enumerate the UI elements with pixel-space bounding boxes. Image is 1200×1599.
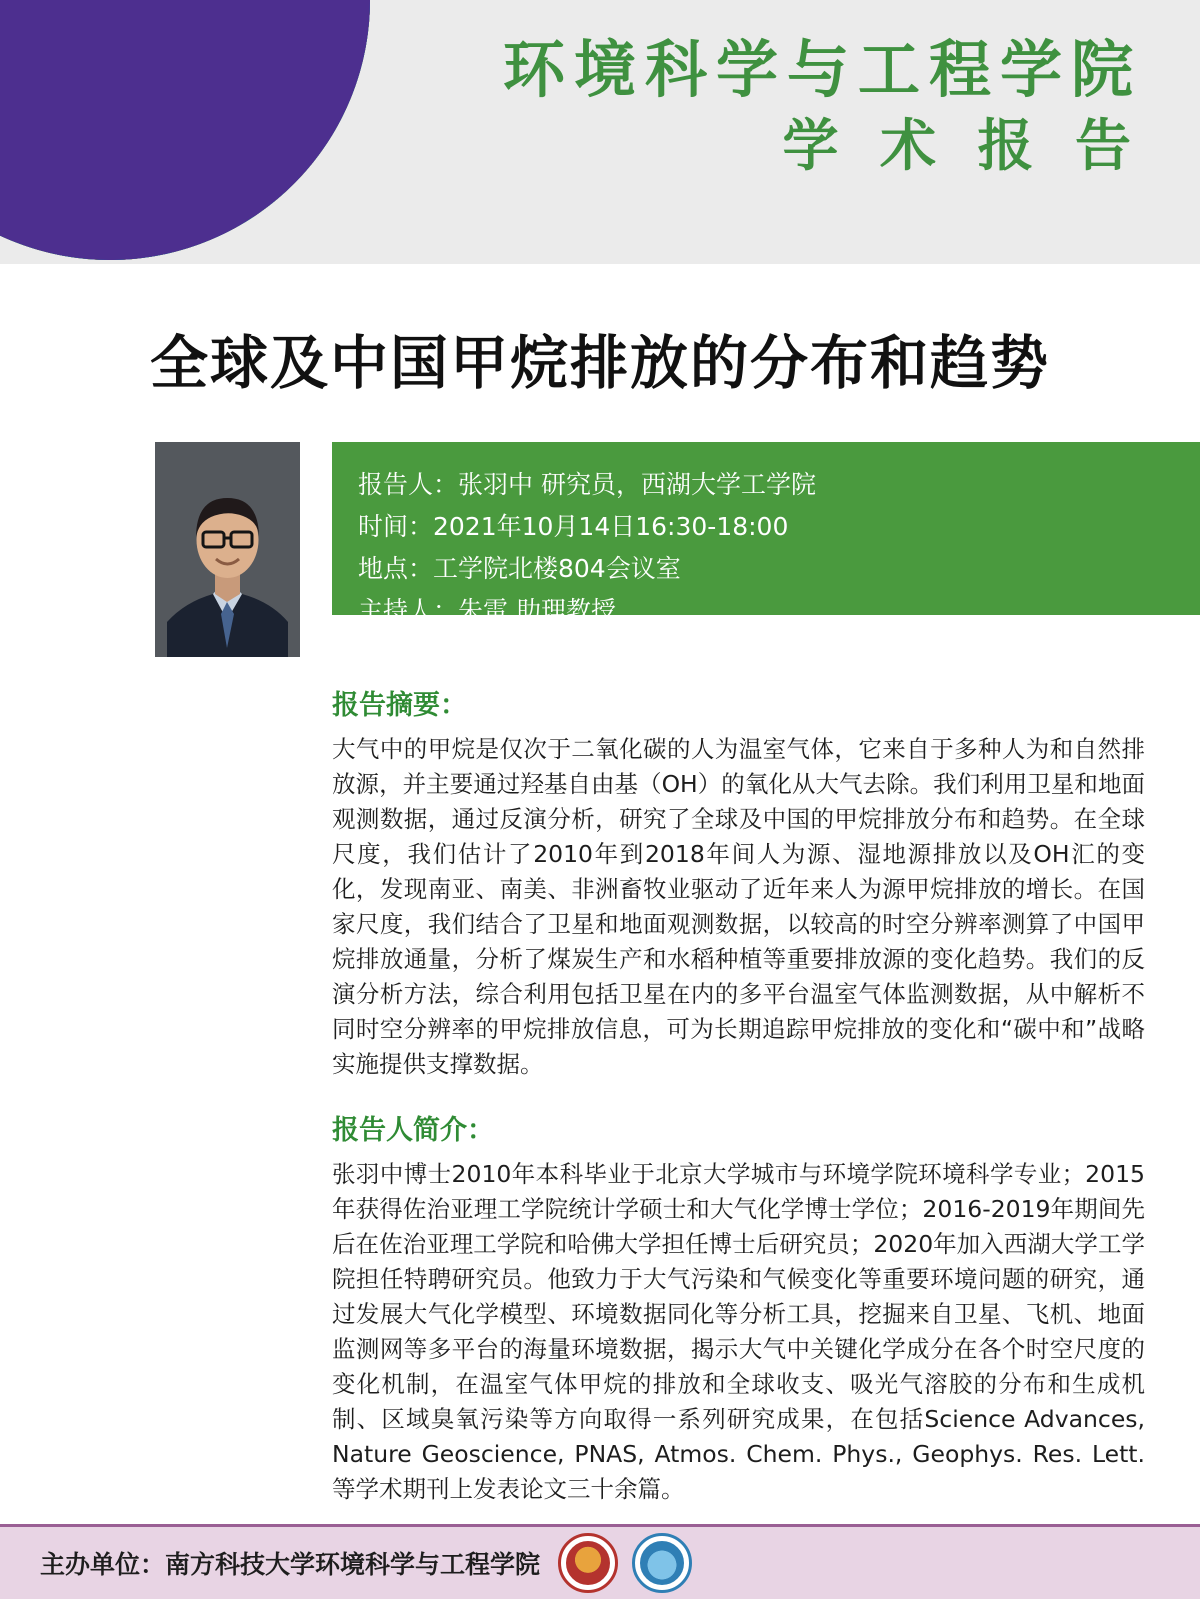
page-title: 全球及中国甲烷排放的分布和趋势	[149, 329, 1050, 397]
portrait-illustration	[155, 442, 300, 657]
event-details-box	[332, 442, 1200, 625]
abstract-heading: 报告摘要：	[332, 690, 467, 721]
event-host: 主持人：朱雷 助理教授	[358, 596, 616, 625]
series-name: 学 术 报 告	[782, 113, 1142, 180]
poster-header	[0, 0, 1200, 264]
college-name: 环境科学与工程学院	[502, 33, 1142, 106]
petal-graphic	[0, 0, 430, 264]
sustech-logo-icon	[558, 1533, 618, 1593]
event-speaker: 报告人：张羽中 研究员，西湖大学工学院	[358, 470, 816, 499]
bio-body: 张羽中博士2010年本科毕业于北京大学城市与环境学院环境科学专业；2015年获得佐治亚理工学院统计学硕士和大气化学博士学位；2016-2019年期间先后在佐治亚理工学院和哈佛大学担任博士后研究员；2020年加入西湖大学工学院担任特聘研究员。他致力于大气污染和气候变化等重要环境问题的研究，通过发展大气化学模型、环境数据同化等分析工具，挖掘来自卫星、飞机、地面监测网等多平台的海量环境数据，揭示大气中关键化学成分在各个时空尺度的变化机制，在温室气体甲烷的排放和全球收支、吸光气溶胶的分布和生成机制、区域臭氧污染等方向取得一系列研究成果，在包括Science Advances, Nature Geoscience, PNAS, Atmos. Chem. Phys., Geophys. Res. Lett.等学术期刊上发表论文三十余篇。	[332, 1160, 1145, 1503]
organizer-label: 主办单位：南方科技大学环境科学与工程学院	[40, 1550, 541, 1579]
speaker-info-row	[155, 442, 1200, 657]
ese-logo-icon	[632, 1533, 692, 1593]
footer-logo-group	[558, 1533, 692, 1593]
bio-heading: 报告人简介：	[332, 1115, 494, 1146]
abstract-body: 大气中的甲烷是仅次于二氧化碳的人为温室气体，它来自于多种人为和自然排放源，并主要通过羟基自由基（OH）的氧化从大气去除。我们利用卫星和地面观测数据，通过反演分析，研究了全球及中国的甲烷排放分布和趋势。在全球尺度，我们估计了2010年到2018年间人为源、湿地源排放以及OH汇的变化，发现南亚、南美、非洲畜牧业驱动了近年来人为源甲烷排放的增长。在国家尺度，我们结合了卫星和地面观测数据，以较高的时空分辨率测算了中国甲烷排放通量，分析了煤炭生产和水稻种植等重要排放源的变化趋势。我们的反演分析方法，综合利用包括卫星在内的多平台温室气体监测数据，从中解析不同时空分辨率的甲烷排放信息，可为长期追踪甲烷排放的变化和“碳中和”战略实施提供支撑数据。	[332, 735, 1145, 1078]
abstract-section	[332, 683, 1145, 1082]
event-location: 地点：工学院北楼804会议室	[358, 554, 681, 583]
poster-footer	[0, 1524, 1200, 1599]
event-time: 时间：2021年10月14日16:30-18:00	[358, 512, 789, 541]
header-title-group	[503, 34, 1142, 181]
speaker-portrait	[155, 442, 300, 657]
bio-section	[332, 1108, 1145, 1507]
